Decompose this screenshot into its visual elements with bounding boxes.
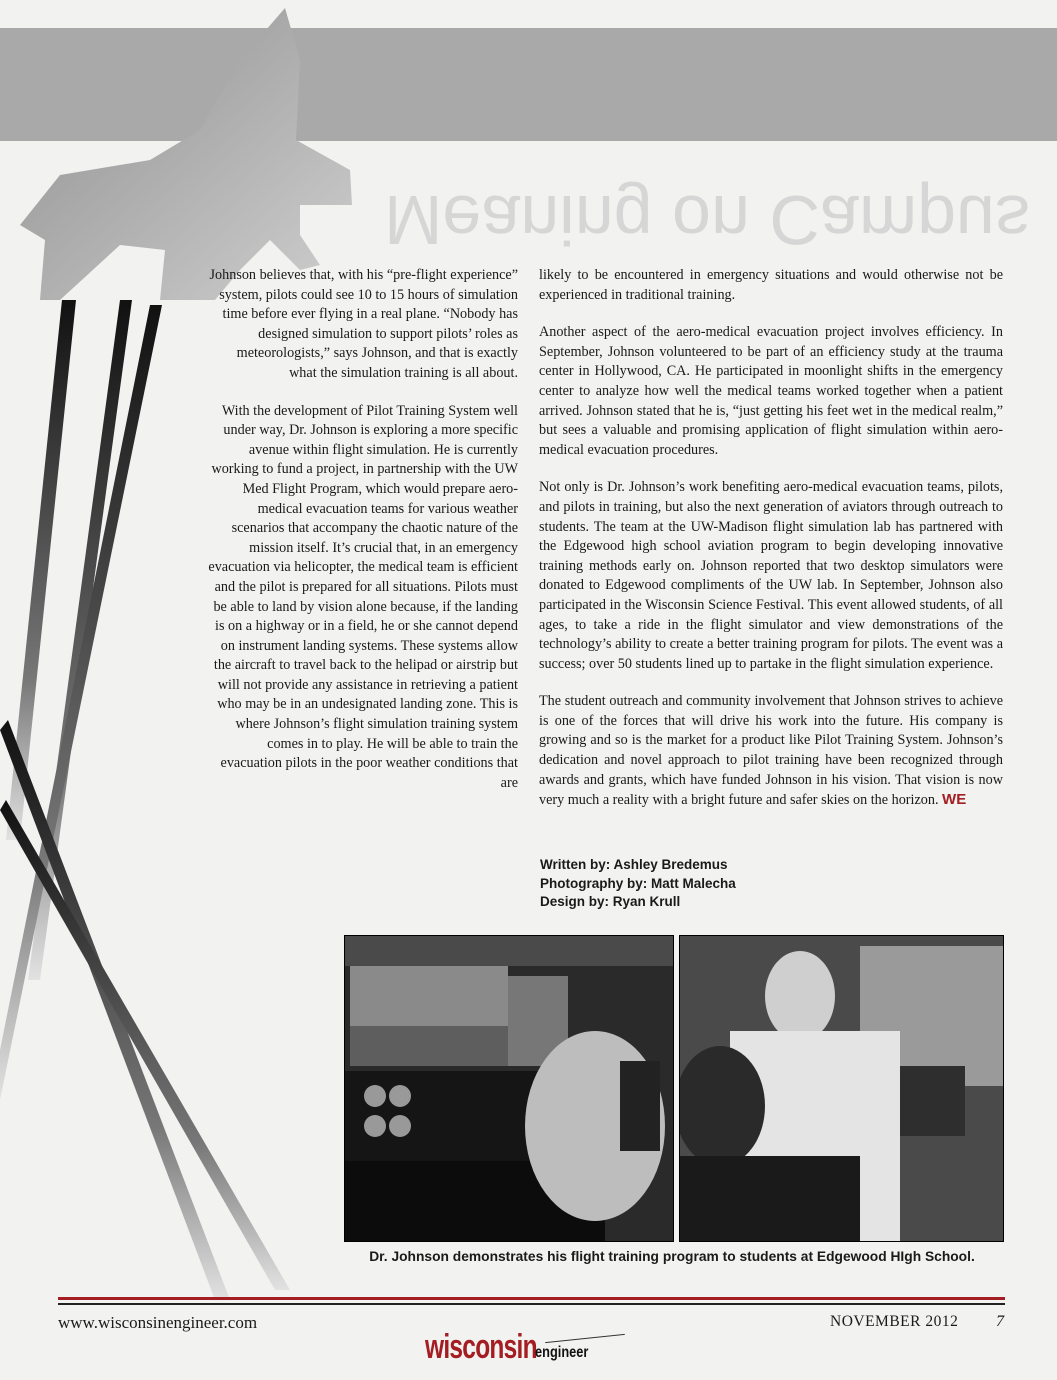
ghost-heading: Meaning on Campus bbox=[384, 181, 1030, 259]
paragraph: With the development of Pilot Training System well under way, Dr. Johnson is exploring a more specific avenue within flight simulation. He is currently working to fund a project, in partnership with the UW Med Flight Program, which would prepare aero-medical evacuation teams for various weather scenarios that accompany the chaotic nature of the mission itself. It’s crucial that, in an emergency evacuation via helicopter, the medical team is efficient and the pilot is prepared for all situations. Pilots must be able to land by vision alone because, if the landing is on a highway or in a field, he or she cannot depend on instrument landing systems. These systems allow the aircraft to travel back to the helipad or airstrip but will not provide any assistance in retrieving a patient who may be in an undesignated landing zone. This is where Johnson’s flight simulation training system comes in to play. He will be able to train the evacuation pilots in the poor weather conditions that are bbox=[208, 402, 518, 791]
paragraph: likely to be encountered in emergency situations and would otherwise not be experienced in traditional training. bbox=[539, 267, 1003, 303]
footer-url: www.wisconsinengineer.com bbox=[58, 1313, 258, 1332]
article-column-right bbox=[539, 266, 1003, 829]
logo-swoosh bbox=[545, 1334, 625, 1343]
paragraph: Another aspect of the aero-medical evacuation project involves efficiency. In September, Johnson volunteered to be part of an efficiency study at the trauma center in Hollywood, CA. He participated in moonlight shifts in the emergency center to analyze how well the medical teams worked together when a patient arrived. Johnson stated that he is, “just getting his feet wet in the medical realm,” but sees a valuable and promising application of flight simulation within aero-medical evacuation procedures. bbox=[539, 324, 1003, 458]
magazine-logo bbox=[425, 1328, 589, 1367]
end-mark-icon: WE bbox=[942, 791, 967, 809]
footer-date: NOVEMBER 2012 bbox=[830, 1313, 959, 1330]
article-column-left bbox=[208, 266, 518, 811]
page-number: 7 bbox=[996, 1313, 1004, 1330]
paragraph bbox=[539, 692, 1003, 811]
credit-photographer: Photography by: Matt Malecha bbox=[540, 875, 736, 891]
logo-subword: engineer bbox=[535, 1344, 589, 1361]
photo-simulator-cockpit bbox=[344, 935, 674, 1242]
paragraph: Not only is Dr. Johnson’s work benefiting aero-medical evacuation teams, pilots, and pilots in training, but also the next generation of aviators through outreach to students. The team at the UW-Madison flight simulation lab has partnered with the Edgewood high school aviation program to begin developing innovative training methods early on. Johnson reported that two desktop simulators were donated to Edgewood compliments of the UW lab. In September, Johnson also participated in the Wisconsin Science Festival. This event allowed students, of all ages, to take a ride in the flight simulator and view demonstrations of the technology’s ability to create a better training program for pilots. The event was a success; over 50 students lined up to partake in the flight simulation experience. bbox=[539, 479, 1003, 672]
jet-body bbox=[20, 8, 352, 300]
credit-designer: Design by: Ryan Krull bbox=[540, 894, 681, 909]
logo-wordmark: wisconsin bbox=[425, 1328, 537, 1366]
photo-instruction bbox=[679, 935, 1004, 1242]
article-credits bbox=[540, 856, 736, 912]
photo-caption: Dr. Johnson demonstrates his flight training program to students at Edgewood HIgh School. bbox=[369, 1249, 975, 1264]
streak-5 bbox=[0, 800, 290, 1290]
paragraph-text: The student outreach and community involvement that Johnson strives to achieve is one of the forces that will drive his work into the future. His company is growing and so is the market for a product like Pilot Training System. Johnson’s dedication and novel approach to pilot training have been recognized through awards and grants, which have funded Johnson in his vision. That vision is now very much a reality with a bright future and safer skies on the horizon. bbox=[539, 693, 1003, 809]
credit-writer: Written by: Ashley Bredemus bbox=[540, 857, 728, 872]
paragraph: Johnson believes that, with his “pre-flight experience” system, pilots could see 10 to 15 hours of simulation time before ever flying in a real plane. “Nobody has designed simulation to support pilots’ roles as meteorologists,” says Johnson, and that is exactly what the simulation training is all about. bbox=[209, 267, 518, 381]
footer-rule-black bbox=[58, 1303, 1005, 1305]
footer-rule-red bbox=[58, 1297, 1005, 1300]
